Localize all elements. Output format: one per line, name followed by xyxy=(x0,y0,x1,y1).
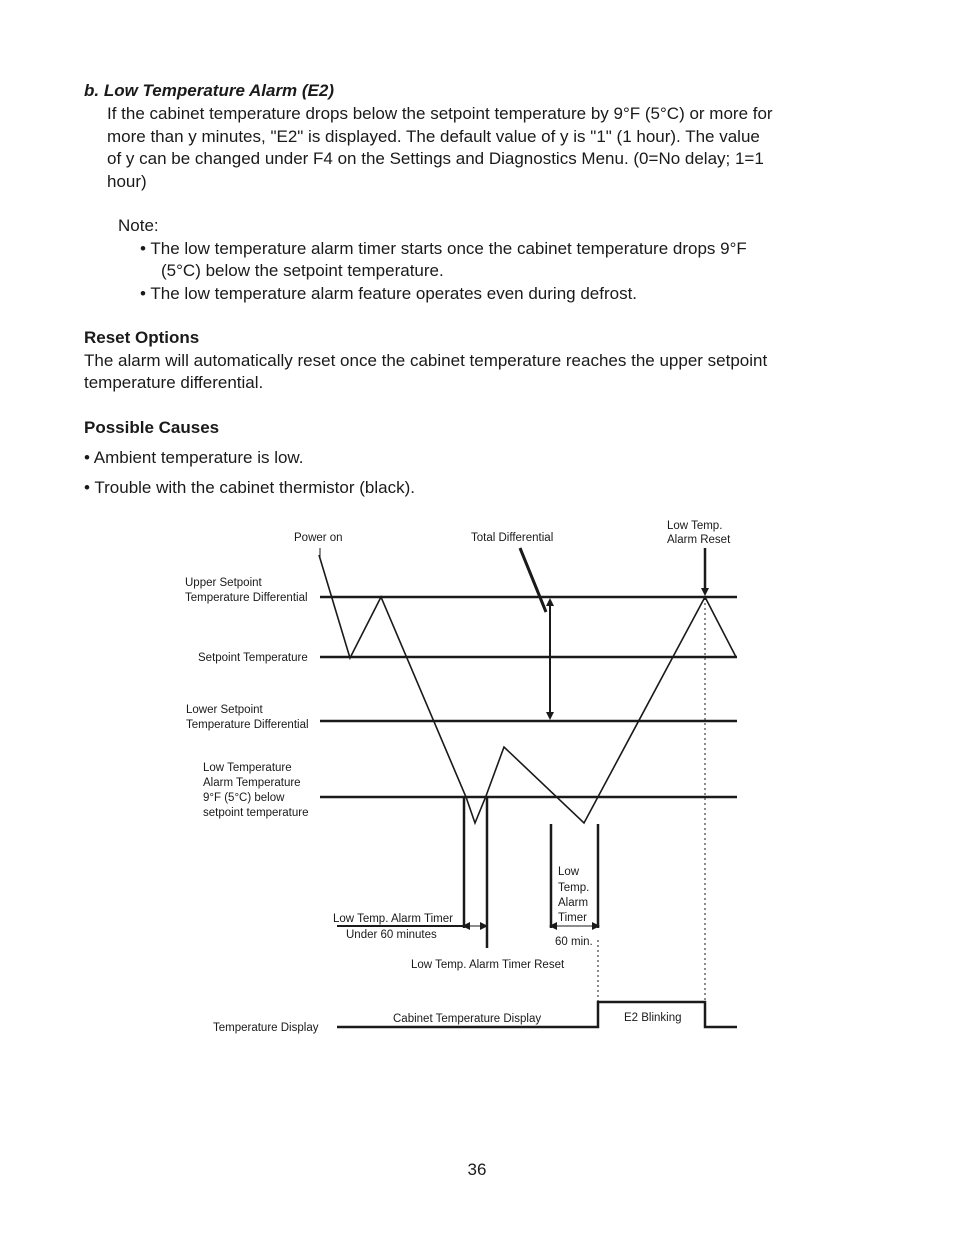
timer-box-label-3: Alarm xyxy=(558,897,589,909)
upper-setpoint-label-2: Temperature Differential xyxy=(185,592,308,604)
note-1-line-1: • The low temperature alarm timer starts once the cabinet temperature drops 9°F xyxy=(140,238,747,258)
timer-label: Low Temp. Alarm Timer xyxy=(333,913,453,925)
reset-line-1: The alarm will automatically reset once the cabinet temperature reaches the upper setpoint xyxy=(84,350,768,370)
note-1-line-2: (5°C) below the setpoint temperature. xyxy=(161,261,444,280)
temp-display-label: Temperature Display xyxy=(213,1022,319,1034)
body-line-4: hour) xyxy=(107,171,147,191)
lower-setpoint-label-1: Lower Setpoint xyxy=(186,704,263,716)
section-title: b. Low Temperature Alarm (E2) xyxy=(84,81,335,100)
cause-item-1: • Ambient temperature is low. xyxy=(84,448,304,467)
note-2-line-1: • The low temperature alarm feature operates even during defrost. xyxy=(140,283,638,303)
low-alarm-label-4: setpoint temperature xyxy=(203,807,309,819)
timer-box-label-1: Low xyxy=(558,866,580,878)
body-line-1: If the cabinet temperature drops below the setpoint temperature by 9°F (5°C) or more for xyxy=(107,104,773,123)
causes-heading: Possible Causes xyxy=(84,418,220,437)
low-alarm-label-3: 9°F (5°C) below xyxy=(203,792,285,804)
alarm-reset-label-1: Low Temp. xyxy=(667,520,723,532)
timer-box-label-4: Timer xyxy=(558,912,587,924)
lower-setpoint-label-2: Temperature Differential xyxy=(186,719,309,731)
sixty-min-label: 60 min. xyxy=(555,936,593,948)
body-line-3: of y can be changed under F4 on the Settings and Diagnostics Menu. (0=No delay; 1=1 xyxy=(107,149,764,168)
cause-item-2: • Trouble with the cabinet thermistor (black). xyxy=(84,478,415,497)
reset-line-2: temperature differential. xyxy=(84,373,264,392)
setpoint-label: Setpoint Temperature xyxy=(198,652,308,664)
under-60-label: Under 60 minutes xyxy=(346,929,437,941)
e2-blinking-label: E2 Blinking xyxy=(624,1012,682,1024)
timer-box-label-2: Temp. xyxy=(558,882,590,894)
alarm-reset-label-2: Alarm Reset xyxy=(667,534,731,546)
page-number: 36 xyxy=(467,1160,487,1179)
low-alarm-label-1: Low Temperature xyxy=(203,762,292,774)
power-on-label: Power on xyxy=(294,532,343,544)
reset-heading: Reset Options xyxy=(84,328,200,347)
timer-reset-label: Low Temp. Alarm Timer Reset xyxy=(411,959,565,971)
total-differential-pointer xyxy=(520,548,546,612)
temperature-curve xyxy=(319,555,736,823)
cabinet-display-label: Cabinet Temperature Display xyxy=(393,1013,542,1025)
upper-setpoint-label-1: Upper Setpoint xyxy=(185,577,262,589)
total-differential-label: Total Differential xyxy=(471,532,554,544)
body-line-2: more than y minutes, "E2" is displayed. The default value of y is "1" (1 hour). The value xyxy=(107,126,760,146)
low-alarm-label-2: Alarm Temperature xyxy=(203,777,301,789)
note-label: Note: xyxy=(118,216,159,235)
